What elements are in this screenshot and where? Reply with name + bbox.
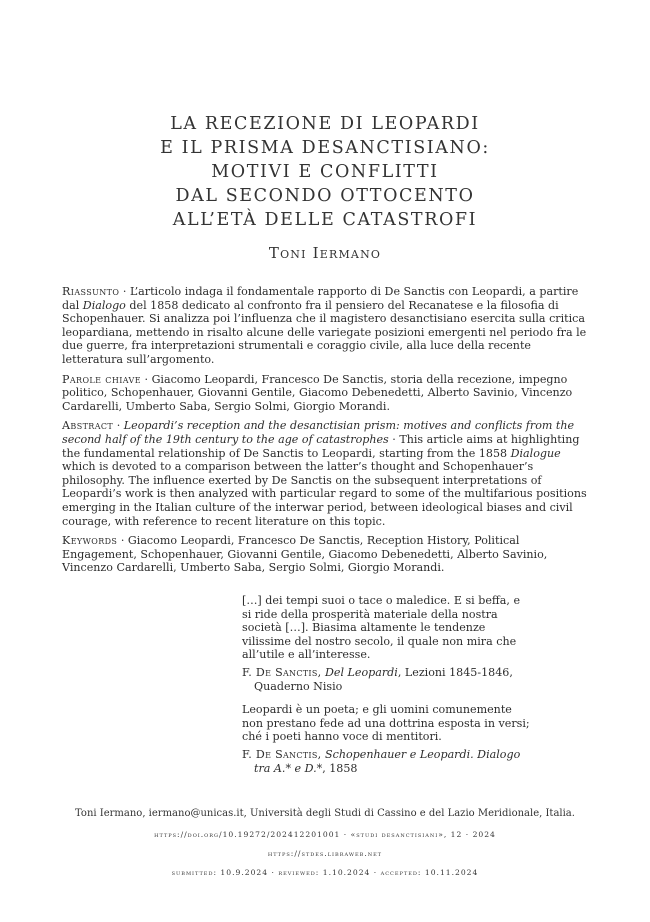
epigraph-2-text: Leopardi è un poeta; e gli uomini comunemente non prestano fede ad una dottrina esposta in versi; ché i poeti hanno voce di mentitori. <box>242 703 530 744</box>
riassunto-label: Riassunto <box>62 285 120 298</box>
title-line-1: LA RECEZIONE DI LEOPARDI <box>170 114 480 134</box>
epigraph-1-source-author: F. De Sanctis, <box>242 665 322 679</box>
parole-chiave-paragraph <box>62 373 588 414</box>
article-author: Toni Iermano <box>268 244 382 262</box>
abstract-text-2: which is devoted to a comparison between the latter’s thought and Schopenhauer’s philosophy. The influence exerted by De Sanctis on the subsequent interpretations of Leopardi’s work is then analyzed with particular regard to some of the multifarious positions emerging in the Italian culture of the interwar period, between ideological biases and civil courage, with reference to recent literature on this topic. <box>62 460 587 528</box>
doi-line: https://doi.org/10.19272/202412201001 · «studi desanctisiani», 12 · 2024 <box>154 830 496 839</box>
dates-line: submitted: 10.9.2024 · reviewed: 1.10.2024 · accepted: 10.11.2024 <box>171 868 479 877</box>
riassunto-text-1: L’articolo indaga il fondamentale rapporto di De Sanctis con Leopardi, a partire dal <box>62 285 579 312</box>
epigraph-1-source-rest: , Lezioni 1845-1846, Quaderno Nisio <box>254 665 513 693</box>
article-title <box>60 112 590 232</box>
keywords-separator: · <box>117 534 128 548</box>
riassunto-paragraph <box>62 285 588 367</box>
epigraph-2-source <box>242 748 532 775</box>
riassunto-italic-dialogo: Dialogo <box>82 298 126 312</box>
keywords-text: Giacomo Leopardi, Francesco De Sanctis, Reception History, Political Engagement, Schopenhauer, Giovanni Gentile, Giacomo Debenedetti, Alberto Savinio, Vincenzo Cardarelli, Umberto Saba, Sergio Solmi, Giorgio Morandi. <box>62 534 548 575</box>
riassunto-separator: · <box>119 285 130 298</box>
title-line-4: DAL SECONDO OTTOCENTO <box>175 186 475 206</box>
epigraph-1-source-title: Del Leopardi <box>325 665 398 679</box>
keywords-paragraph <box>62 534 588 575</box>
parole-chiave-label: Parole chiave <box>62 372 141 386</box>
epigraph-2-source-author: F. De Sanctis, <box>242 747 322 761</box>
title-line-3: MOTIVI E CONFLITTI <box>211 162 439 182</box>
abstract-italic-dialogue: Dialogue <box>510 446 561 460</box>
abstract-separator: · <box>113 419 124 433</box>
abstract-paragraph <box>62 419 588 528</box>
riassunto-text-2: del 1858 dedicato al confronto fra il pensiero del Recanatese e la filosofia di Schopenhauer. Si analizza poi l’influenza che il magistero desanctisiano esercita sulla critica leopardiana, mettendo in risalto alcune delle variegate posizioni emergenti nel periodo fra le due guerre, fra interpretazioni strumentali e coraggio civile, alla luce della recente letteratura sull’argomento. <box>62 298 587 366</box>
abstract-label: Abstract <box>62 419 114 433</box>
parole-chiave-text: Giacomo Leopardi, Francesco De Sanctis, storia della recezione, impegno politico, Schopenhauer, Giovanni Gentile, Giacomo Debenedetti, Alberto Savinio, Vincenzo Cardarelli, Umberto Saba, Sergio Solmi, Giorgio Morandi. <box>62 372 573 413</box>
abstract-text-1: · This article aims at highlighting the fundamental relationship of De Sanctis to Leopardi, starting from the 1858 <box>62 432 580 460</box>
abstracts-block <box>62 285 588 581</box>
parole-chiave-separator: · <box>140 372 152 386</box>
epigraphs-block <box>242 594 532 785</box>
title-line-2: E IL PRISMA DESANCTISIANO: <box>160 138 490 158</box>
epigraph-2-source-title: Schopenhauer e Leopardi. Dialogo tra A.* e D.* <box>254 747 521 775</box>
keywords-label: Keywords <box>62 534 118 548</box>
title-line-5: ALL’ETÀ DELLE CATASTROFI <box>172 210 478 230</box>
epigraph-2-source-rest: , 1858 <box>322 761 358 775</box>
epigraph-1-text: […] dei tempi suoi o tace o maledice. E si beffa, e si ride della prosperità materiale della nostra società […]. Biasima altamente le tendenze vilissime del nostro secolo, il quale non mira che all’utile e all’interesse. <box>242 594 521 662</box>
abstract-english-title: Leopardi’s reception and the desanctisian prism: motives and conflicts from the second half of the 19th century to the age of catastrophes <box>62 419 575 446</box>
website-line: https://stdes.libraweb.net <box>267 849 383 858</box>
epigraph-1-source <box>242 666 532 693</box>
author-affiliation: Toni Iermano, iermano@unicas.it, Università degli Studi di Cassino e del Lazio Meridionale, Italia. <box>75 808 575 819</box>
